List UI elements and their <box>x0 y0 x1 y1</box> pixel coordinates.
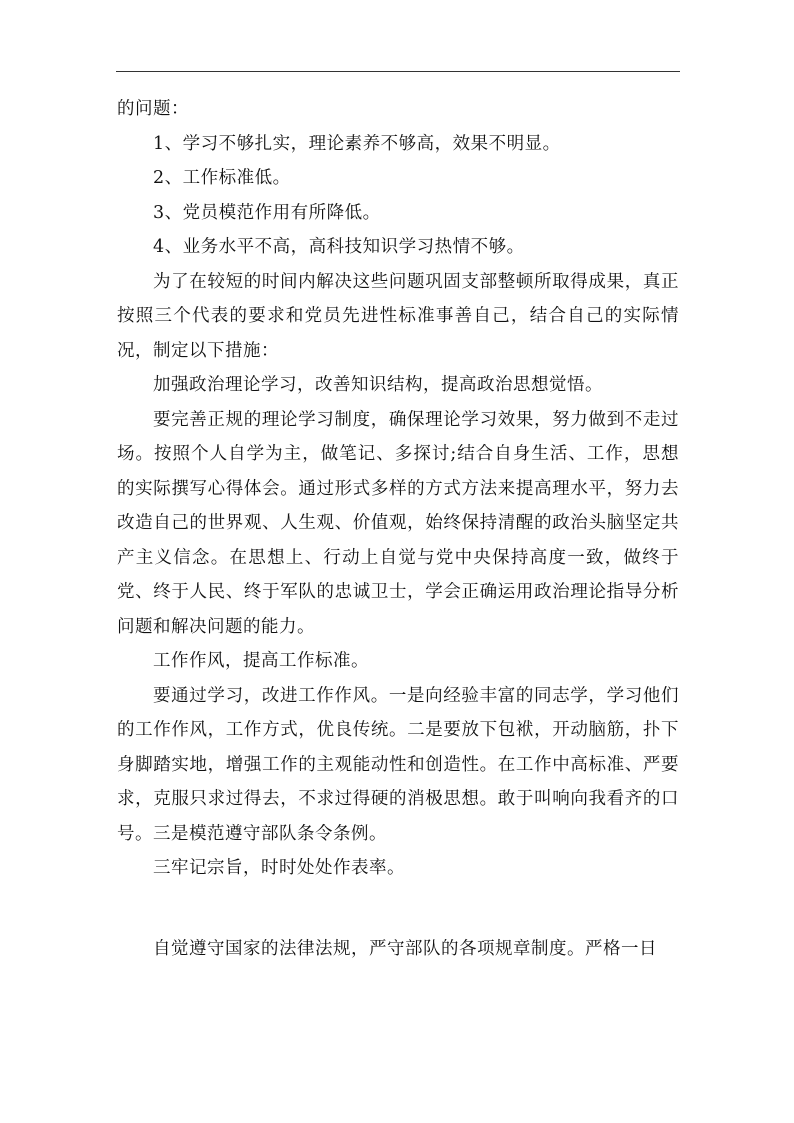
paragraph-intro: 的问题： <box>117 99 189 119</box>
paragraph-gap <box>117 886 679 932</box>
paragraph-political-study: 要完善正规的理论学习制度，确保理论学习效果，努力做到不走过场。按照个人自学为主，做笔记、多探讨;结合自身生活、工作，思想的实际撰写心得体会。通过形式多样的方式方法来提高理水平，努力去改造自己的世界观、人生观、价值观，始终保持清醒的政治头脑坚定共产主义信念。在思想上、行动上自觉与党中央保持高度一致，做终于党、终于人民、终于军队的忠诚卫士，学会正确运用政治理论指导分析问题和解决问题的能力。 <box>117 409 679 637</box>
paragraph-problem-4: 4、业务水平不高，高科技知识学习热情不够。 <box>153 237 525 257</box>
header-rule <box>116 71 680 72</box>
paragraph-work-style: 要通过学习，改进工作作风。一是向经验丰富的同志学，学习他们的工作作风，工作方式，优良传统。二是要放下包袱，开动脑筋，扑下身脚踏实地，增强工作的主观能动性和创造性。在工作中高标准、严要求，克服只求过得去，不求过得硬的消极思想。敢于叫响向我看齐的口号。三是模范遵守部队条令条例。 <box>117 685 679 844</box>
heading-work-style: 工作作风，提高工作标准。 <box>153 651 369 671</box>
paragraph-problem-3: 3、党员模范作用有所降低。 <box>153 202 381 223</box>
heading-political-study: 加强政治理论学习，改善知识结构，提高政治思想觉悟。 <box>153 375 603 395</box>
document-body <box>117 92 679 966</box>
paragraph-problem-1: 1、学习不够扎实，理论素养不够高，效果不明显。 <box>153 133 561 154</box>
paragraph-measures-intro: 为了在较短的时间内解决这些问题巩固支部整顿所取得成果，真正按照三个代表的要求和党员先进性标准事善自己，结合自己的实际情况，制定以下措施： <box>117 271 679 361</box>
paragraph-discipline: 自觉遵守国家的法律法规，严守部队的各项规章制度。严格一日 <box>153 938 657 959</box>
heading-purpose: 三牢记宗旨，时时处处作表率。 <box>153 858 405 878</box>
paragraph-problem-2: 2、工作标准低。 <box>153 168 291 188</box>
